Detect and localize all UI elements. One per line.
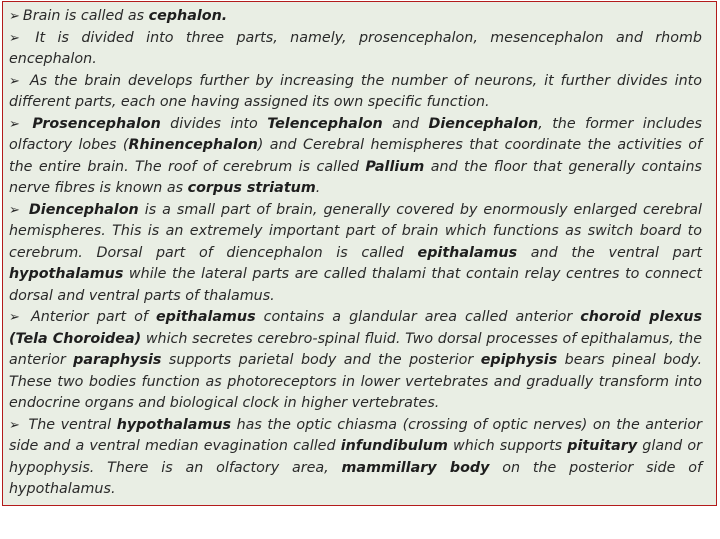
bold-term: paraphysis: [73, 352, 162, 368]
paragraph-text: on the posterior side of hypothalamus.: [9, 459, 702, 497]
paragraph-list: [9, 6, 702, 501]
paragraph-text: and the floor that generally contains nerve fibres is known as: [9, 158, 703, 196]
bullet-arrow-icon: ➢: [9, 417, 20, 433]
bold-term: hypothalamus: [9, 266, 124, 282]
paragraph-text: while the lateral parts are called thalami that contain relay centres to connect dorsal and ventral parts of thalamus.: [9, 266, 702, 304]
bold-term: epithalamus: [155, 309, 256, 325]
paragraph-text: , the former includes olfactory lobes (: [9, 115, 702, 153]
bullet-arrow-icon: ➢: [9, 116, 20, 132]
bullet-arrow-icon: ➢: [9, 73, 20, 89]
bullet-paragraph: [9, 307, 702, 415]
bold-term: epiphysis: [480, 352, 558, 368]
paragraph-text: which secretes cerebro-spinal fluid. Two dorsal processes of epithalamus, the anterior: [9, 330, 702, 368]
bullet-paragraph: [9, 114, 702, 200]
paragraph-text: Brain is called as: [22, 8, 149, 24]
bullet-arrow-icon: ➢: [9, 202, 20, 218]
bullet-paragraph: [9, 28, 702, 71]
bullet-paragraph: [9, 71, 702, 114]
bold-term: pituitary: [567, 438, 638, 454]
paragraph-text: is a small part of brain, generally covered by enormously enlarged cerebral hemispheres. This is an extremely important part of brain which functions as switch board to cerebrum. Dorsal part of diencephalon is called: [9, 201, 702, 261]
bullet-arrow-icon: ➢: [9, 9, 20, 24]
paragraph-text: contains a glandular area called anterior: [255, 309, 581, 325]
bold-term: epithalamus: [417, 244, 518, 261]
bold-term: corpus striatum: [187, 180, 316, 196]
paragraph-text: has the optic chiasma (crossing of optic nerves) on the anterior side and a ventral median evagination called: [9, 416, 702, 454]
paragraph-text: which supports: [447, 438, 568, 454]
bold-term: Diencephalon: [428, 115, 539, 132]
bold-term: Pallium: [365, 158, 425, 175]
paragraph-text: and the ventral part: [517, 244, 703, 261]
bullet-arrow-icon: ➢: [9, 310, 20, 325]
bold-term: cephalon.: [148, 8, 228, 24]
bold-term: mammillary body: [341, 459, 490, 476]
bold-term: hypothalamus: [116, 416, 232, 433]
bold-term: Rhinencephalon: [128, 137, 258, 153]
bullet-arrow-icon: ➢: [9, 30, 20, 46]
paragraph-text: It is divided into three parts, namely, prosencephalon, mesencephalon and rhomb encephalon.: [9, 29, 702, 67]
bullet-paragraph: [9, 6, 702, 28]
bold-term: Telencephalon: [267, 115, 383, 132]
bullet-paragraph: [9, 415, 702, 501]
paragraph-text: As the brain develops further by increasing the number of neurons, it further divides into different parts, each one having assigned its own specific function.: [9, 72, 702, 110]
paragraph-text: bears pineal body. These two bodies function as photoreceptors in lower vertebrates and gradually transform into endocrine organs and biological clock in higher vertebrates.: [9, 352, 702, 411]
bold-term: Prosencephalon: [32, 115, 161, 132]
bold-term: infundibulum: [340, 438, 448, 454]
bullet-paragraph: [9, 200, 702, 308]
paragraph-text: and: [382, 115, 429, 132]
paragraph-text: The ventral: [22, 416, 117, 433]
slide-text-panel: [2, 1, 717, 506]
paragraph-text: Anterior part of: [22, 309, 156, 325]
bold-term: choroid plexus (Tela Choroidea): [9, 309, 703, 347]
paragraph-text: supports parietal body and the posterior: [161, 352, 481, 368]
paragraph-text: divides into: [160, 115, 268, 132]
paragraph-text: [23, 116, 32, 132]
paragraph-text: .: [315, 180, 321, 196]
bold-term: Diencephalon: [28, 201, 139, 218]
paragraph-text: ) and Cerebral hemispheres that coordinate the activities of the entire brain. The roof of cerebrum is called: [9, 137, 702, 175]
paragraph-text: gland or hypophysis. There is an olfactory area,: [9, 438, 702, 476]
